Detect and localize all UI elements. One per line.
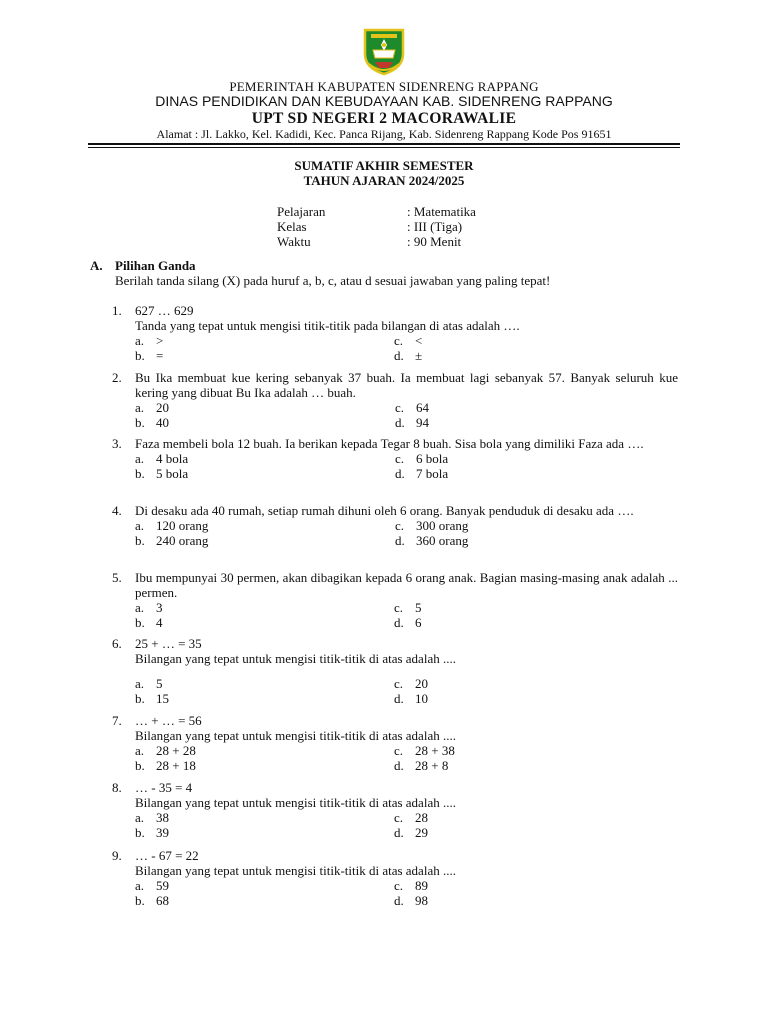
option-letter: c. bbox=[394, 810, 404, 825]
option-b[interactable] bbox=[135, 533, 208, 548]
option-letter: c. bbox=[395, 451, 405, 466]
option-letter: c. bbox=[395, 518, 405, 533]
option-text: 15 bbox=[156, 691, 169, 706]
option-letter: a. bbox=[135, 400, 145, 415]
answer-options bbox=[135, 400, 678, 430]
option-text: 6 bola bbox=[416, 451, 449, 466]
option-text: 28 + 38 bbox=[415, 743, 455, 758]
option-b[interactable] bbox=[135, 825, 169, 840]
option-letter: d. bbox=[395, 415, 405, 430]
question-stem: Di desaku ada 40 rumah, setiap rumah dihuni oleh 6 orang. Banyak penduduk di desaku ada …. bbox=[135, 503, 634, 518]
option-a[interactable] bbox=[135, 333, 163, 348]
option-letter: c. bbox=[394, 600, 404, 615]
option-a[interactable] bbox=[135, 451, 188, 466]
option-text: 5 bola bbox=[156, 466, 189, 481]
option-a[interactable] bbox=[135, 810, 169, 825]
question-stem: Bilangan yang tepat untuk mengisi titik-titik di atas adalah .... bbox=[135, 728, 456, 743]
option-c[interactable] bbox=[394, 333, 422, 348]
option-d[interactable] bbox=[395, 533, 468, 548]
option-letter: c. bbox=[394, 676, 404, 691]
option-d[interactable] bbox=[394, 348, 422, 363]
answer-options bbox=[135, 878, 678, 908]
option-d[interactable] bbox=[394, 893, 428, 908]
option-text: 300 orang bbox=[416, 518, 469, 533]
option-d[interactable] bbox=[394, 615, 422, 630]
meta-class-key: Kelas bbox=[277, 219, 307, 234]
option-text: 240 orang bbox=[156, 533, 209, 548]
question-item bbox=[112, 636, 678, 706]
answer-options bbox=[135, 676, 678, 706]
meta-class-value: : III (Tiga) bbox=[407, 219, 463, 234]
option-a[interactable] bbox=[135, 400, 169, 415]
question-number: 7. bbox=[112, 713, 122, 728]
question-number: 6. bbox=[112, 636, 122, 651]
question-number: 4. bbox=[112, 503, 122, 518]
question-item bbox=[112, 370, 678, 430]
answer-options bbox=[135, 600, 678, 630]
option-text: 29 bbox=[415, 825, 428, 840]
option-c[interactable] bbox=[394, 878, 428, 893]
option-letter: b. bbox=[135, 691, 145, 706]
option-letter: d. bbox=[394, 825, 404, 840]
question-number: 1. bbox=[112, 303, 122, 318]
exam-academic-year: TAHUN AJARAN 2024/2025 bbox=[303, 173, 465, 188]
meta-time-value: : 90 Menit bbox=[407, 234, 462, 249]
question-expression: 25 + … = 35 bbox=[135, 636, 202, 651]
option-letter: b. bbox=[135, 466, 145, 481]
question-expression: … - 67 = 22 bbox=[135, 848, 199, 863]
meta-subject-key: Pelajaran bbox=[277, 204, 326, 219]
option-letter: c. bbox=[394, 878, 404, 893]
question-expression: … - 35 = 4 bbox=[135, 780, 193, 795]
question-expression: … + … = 56 bbox=[135, 713, 202, 728]
option-a[interactable] bbox=[135, 676, 163, 691]
option-text: 38 bbox=[156, 810, 169, 825]
option-text: < bbox=[415, 333, 423, 348]
regency-crest-icon bbox=[359, 24, 409, 76]
option-text: 4 bbox=[156, 615, 163, 630]
option-text: 40 bbox=[156, 415, 169, 430]
option-letter: a. bbox=[135, 810, 145, 825]
header-school-name: UPT SD NEGERI 2 MACORAWALIE bbox=[251, 110, 517, 127]
option-text: 28 + 18 bbox=[156, 758, 196, 773]
question-item bbox=[112, 436, 678, 481]
option-text: 39 bbox=[156, 825, 169, 840]
question-stem: Bu Ika membuat kue kering sebanyak 37 buah. Ia membuat lagi sebanyak 57. Banyak seluruh kue kering yang dibuat Bu Ika adalah … buah. bbox=[135, 370, 678, 400]
option-b[interactable] bbox=[135, 615, 163, 630]
question-item bbox=[112, 848, 678, 908]
option-c[interactable] bbox=[394, 810, 428, 825]
option-text: 120 orang bbox=[156, 518, 209, 533]
header-government: PEMERINTAH KABUPATEN SIDENRENG RAPPANG bbox=[229, 79, 539, 94]
meta-time-key: Waktu bbox=[277, 234, 311, 249]
question-number: 8. bbox=[112, 780, 122, 795]
answer-options bbox=[135, 518, 678, 548]
option-text: 4 bola bbox=[156, 451, 189, 466]
option-text: 5 bbox=[156, 676, 163, 691]
section-letter: A. bbox=[90, 258, 103, 273]
option-d[interactable] bbox=[394, 758, 448, 773]
option-text: 28 bbox=[415, 810, 428, 825]
section-instruction: Berilah tanda silang (X) pada huruf a, b, c, atau d sesuai jawaban yang paling tepat! bbox=[115, 273, 551, 288]
question-number: 3. bbox=[112, 436, 122, 451]
question-stem: Faza membeli bola 12 buah. Ia berikan kepada Tegar 8 buah. Sisa bola yang dimiliki Faza ada …. bbox=[135, 436, 644, 451]
answer-options bbox=[135, 743, 678, 773]
question-item bbox=[112, 503, 678, 548]
question-stem: Bilangan yang tepat untuk mengisi titik-titik di atas adalah .... bbox=[135, 863, 456, 878]
option-letter: d. bbox=[394, 691, 404, 706]
option-b[interactable] bbox=[135, 893, 169, 908]
option-text: 20 bbox=[415, 676, 428, 691]
option-letter: a. bbox=[135, 600, 145, 615]
option-a[interactable] bbox=[135, 743, 196, 758]
option-text: 3 bbox=[156, 600, 163, 615]
option-text: 20 bbox=[156, 400, 169, 415]
question-item bbox=[112, 780, 678, 840]
option-d[interactable] bbox=[395, 466, 448, 481]
option-text: 360 orang bbox=[416, 533, 469, 548]
option-text: 59 bbox=[156, 878, 169, 893]
header-divider-thin bbox=[88, 147, 680, 148]
option-text: 28 + 28 bbox=[156, 743, 196, 758]
option-text: 98 bbox=[415, 893, 428, 908]
exam-title: SUMATIF AKHIR SEMESTER bbox=[294, 158, 474, 173]
option-text: = bbox=[156, 348, 164, 363]
option-letter: a. bbox=[135, 743, 145, 758]
answer-options bbox=[135, 451, 678, 481]
option-letter: d. bbox=[395, 466, 405, 481]
option-b[interactable] bbox=[135, 691, 169, 706]
option-d[interactable] bbox=[394, 825, 428, 840]
option-text: 28 + 8 bbox=[415, 758, 449, 773]
option-letter: b. bbox=[135, 825, 145, 840]
meta-subject-value: : Matematika bbox=[407, 204, 476, 219]
option-letter: c. bbox=[394, 333, 404, 348]
option-letter: b. bbox=[135, 758, 145, 773]
section-title: Pilihan Ganda bbox=[115, 258, 196, 273]
option-letter: d. bbox=[394, 893, 404, 908]
question-number: 9. bbox=[112, 848, 122, 863]
option-c[interactable] bbox=[395, 518, 468, 533]
option-b[interactable] bbox=[135, 415, 169, 430]
answer-options bbox=[135, 810, 678, 840]
option-letter: d. bbox=[394, 348, 404, 363]
question-stem: Ibu mempunyai 30 permen, akan dibagikan kepada 6 orang anak. Bagian masing-masing anak adalah ... permen. bbox=[135, 570, 678, 600]
option-c[interactable] bbox=[394, 676, 428, 691]
option-c[interactable] bbox=[394, 743, 455, 758]
option-letter: a. bbox=[135, 676, 145, 691]
answer-options bbox=[135, 333, 678, 363]
question-stem: Bilangan yang tepat untuk mengisi titik-titik di atas adalah .... bbox=[135, 795, 456, 810]
option-text: 7 bola bbox=[416, 466, 449, 481]
option-text: > bbox=[156, 333, 164, 348]
option-letter: a. bbox=[135, 878, 145, 893]
option-c[interactable] bbox=[395, 400, 429, 415]
question-item bbox=[112, 570, 678, 630]
option-letter: d. bbox=[394, 758, 404, 773]
option-letter: a. bbox=[135, 333, 145, 348]
option-letter: b. bbox=[135, 415, 145, 430]
option-b[interactable] bbox=[135, 758, 196, 773]
option-letter: c. bbox=[394, 743, 404, 758]
option-a[interactable] bbox=[135, 878, 169, 893]
option-text: 64 bbox=[416, 400, 429, 415]
option-a[interactable] bbox=[135, 518, 208, 533]
option-text: 94 bbox=[416, 415, 429, 430]
question-number: 2. bbox=[112, 370, 122, 385]
question-expression: 627 … 629 bbox=[135, 303, 194, 318]
header-department: DINAS PENDIDIKAN DAN KEBUDAYAAN KAB. SIDENRENG RAPPANG bbox=[155, 93, 613, 109]
option-text: 6 bbox=[415, 615, 422, 630]
option-c[interactable] bbox=[395, 451, 448, 466]
question-number: 5. bbox=[112, 570, 122, 585]
option-d[interactable] bbox=[395, 415, 429, 430]
question-item bbox=[112, 303, 678, 363]
option-b[interactable] bbox=[135, 466, 188, 481]
option-letter: b. bbox=[135, 893, 145, 908]
option-letter: a. bbox=[135, 451, 145, 466]
option-text: 10 bbox=[415, 691, 428, 706]
question-item bbox=[112, 713, 678, 773]
option-letter: c. bbox=[395, 400, 405, 415]
option-a[interactable] bbox=[135, 600, 163, 615]
question-stem: Bilangan yang tepat untuk mengisi titik-titik di atas adalah .... bbox=[135, 651, 456, 666]
option-letter: d. bbox=[395, 533, 405, 548]
header-address: Alamat : Jl. Lakko, Kel. Kadidi, Kec. Panca Rijang, Kab. Sidenreng Rappang Kode Pos 91651 bbox=[156, 127, 612, 141]
option-text: 68 bbox=[156, 893, 169, 908]
option-letter: b. bbox=[135, 533, 145, 548]
option-letter: b. bbox=[135, 615, 145, 630]
option-text: ± bbox=[415, 348, 423, 363]
option-letter: d. bbox=[394, 615, 404, 630]
option-text: 89 bbox=[415, 878, 428, 893]
option-letter: a. bbox=[135, 518, 145, 533]
option-d[interactable] bbox=[394, 691, 428, 706]
option-c[interactable] bbox=[394, 600, 422, 615]
option-letter: b. bbox=[135, 348, 145, 363]
header-divider-thick bbox=[88, 143, 680, 145]
option-b[interactable] bbox=[135, 348, 163, 363]
option-text: 5 bbox=[415, 600, 422, 615]
question-stem: Tanda yang tepat untuk mengisi titik-titik pada bilangan di atas adalah …. bbox=[135, 318, 520, 333]
